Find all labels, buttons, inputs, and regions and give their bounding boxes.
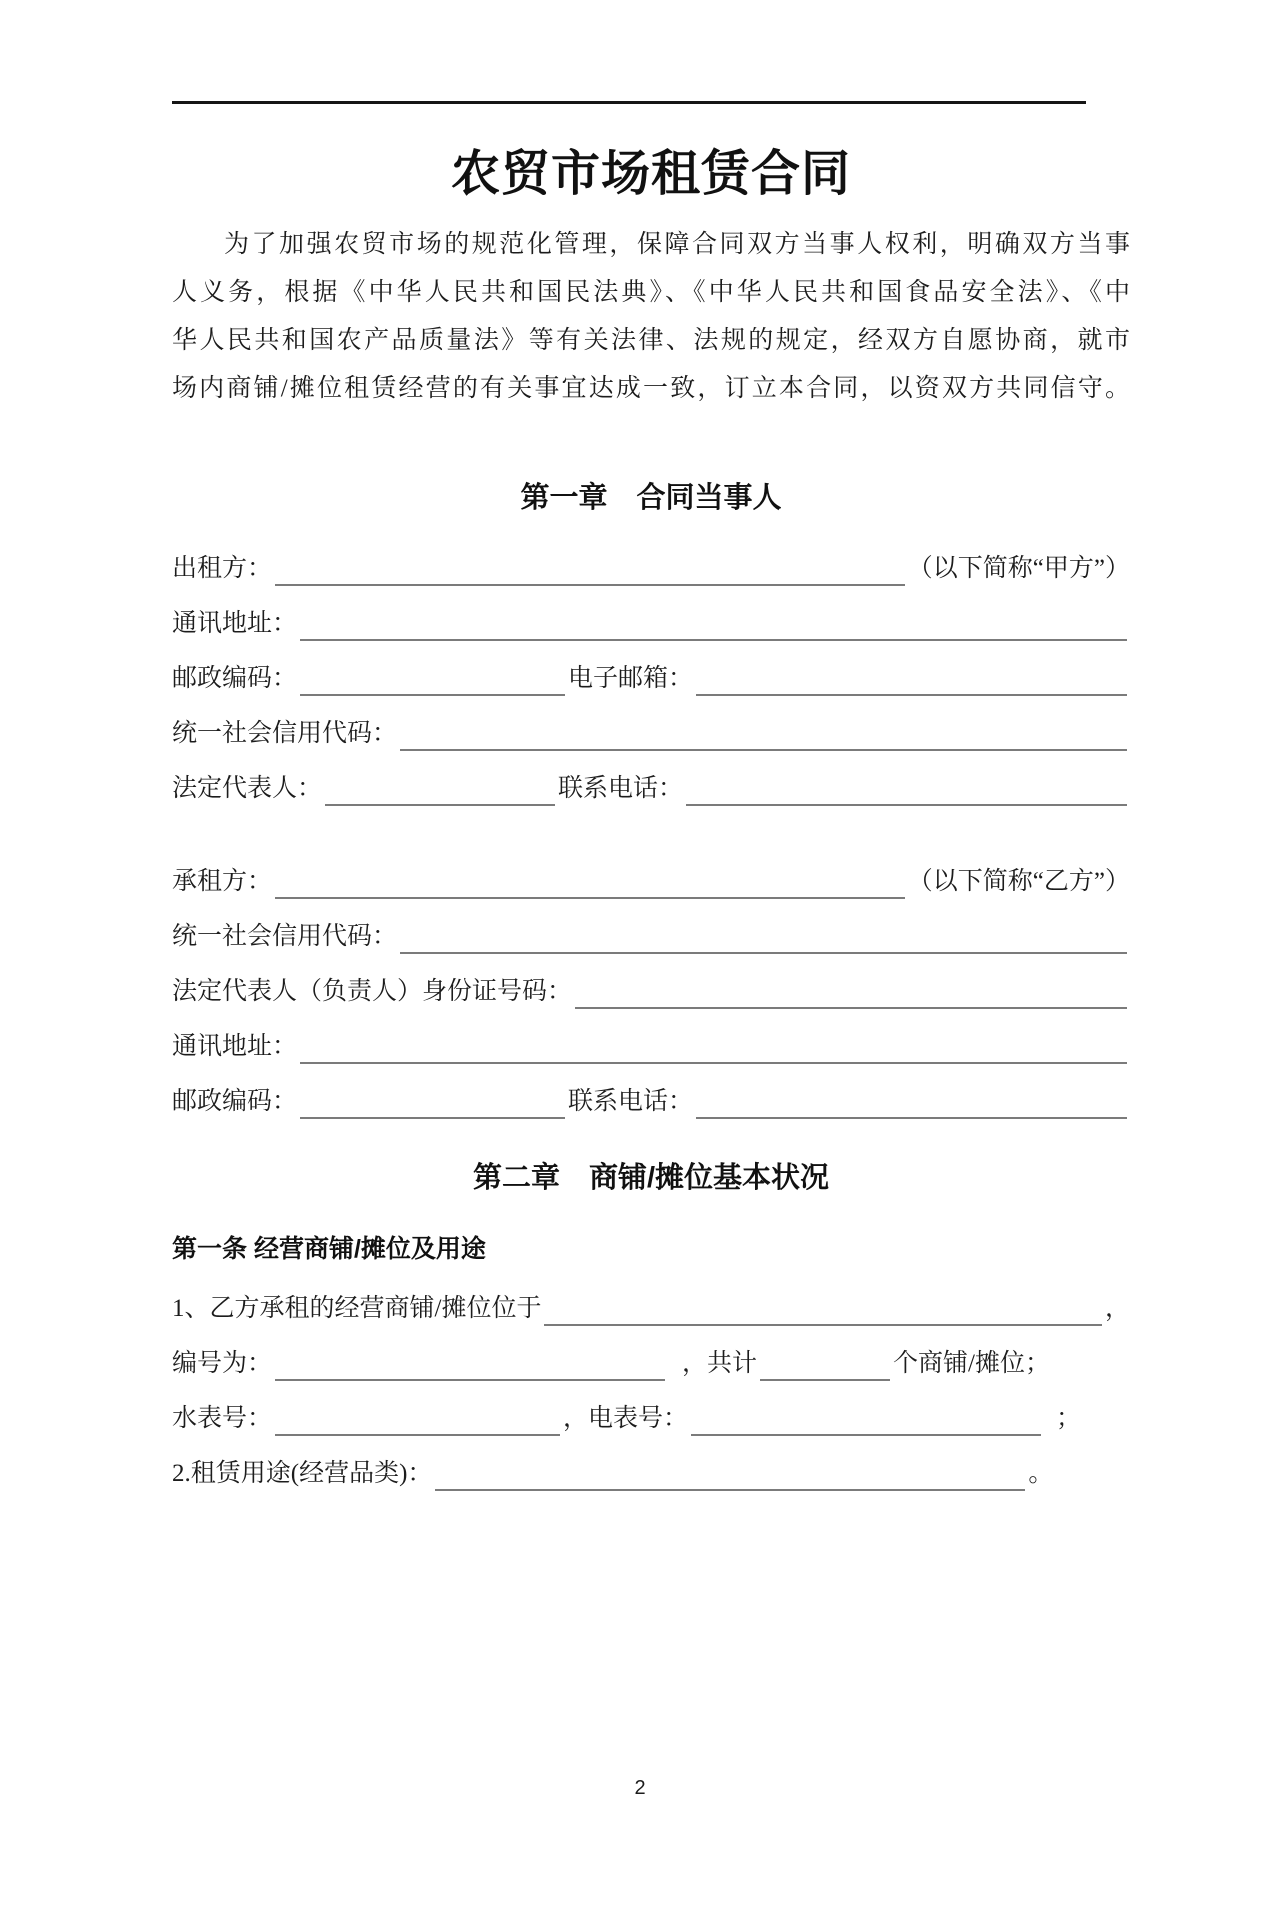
phone-label: 联系电话： [558,775,684,802]
address-blank[interactable] [300,1035,1127,1064]
lease-purpose-period: 。 [1028,1460,1054,1487]
uscc-blank[interactable] [400,722,1127,751]
lease-purpose-blank[interactable] [435,1462,1025,1491]
water-meter-label: 水表号： [172,1405,273,1432]
chapter-2-heading: 第二章 商铺/摊位基本状况 [472,1162,830,1194]
electric-meter-blank[interactable] [691,1407,1041,1436]
shop-total-label: ，共计 [682,1350,758,1377]
lessee-alias-suffix: （以下简称“乙方”） [907,868,1130,895]
field-row-lessor-rep-phone [172,772,1130,806]
field-row-lessee-postal-phone [172,1085,1130,1119]
page-title: 农贸市场租赁合同 [450,147,851,201]
header-rule [172,101,1086,104]
shop-number-blank[interactable] [275,1352,665,1381]
document-page [0,101,1280,1491]
page-number: 2 [634,1777,646,1799]
intro-line: 华人民共和国农产品质量法》等有关法律、法规的规定，经双方自愿协商，就市 [172,327,1130,354]
party-fields [172,552,1130,1119]
field-row-lessor-address [172,607,1130,641]
legal-rep-label: 法定代表人： [172,775,323,802]
electric-meter-label: ，电表号： [563,1405,689,1432]
intro-line: 为了加强农贸市场的规范化管理，保障合同双方当事人权利，明确双方当事 [224,231,1130,258]
shop-total-blank[interactable] [760,1352,890,1381]
uscc-label: 统一社会信用代码： [172,923,398,950]
lessee-label: 承租方： [172,868,273,895]
field-row-lessee-address [172,1030,1130,1064]
field-row-meters [172,1402,1130,1436]
field-row-lessor [172,552,1130,586]
address-label: 通讯地址： [172,1033,298,1060]
water-meter-blank[interactable] [275,1407,560,1436]
meters-semicolon: ； [1056,1405,1082,1432]
shop-location-label: 1、乙方承租的经营商铺/摊位位于 [172,1295,542,1322]
phone-blank[interactable] [686,777,1127,806]
chapter-1-heading: 第一章 合同当事人 [520,482,782,514]
postal-label: 邮政编码： [172,1088,298,1115]
shop-number-label: 编号为： [172,1350,273,1377]
postal-blank[interactable] [300,667,565,696]
id-number-blank[interactable] [575,980,1127,1009]
lessor-blank[interactable] [275,557,905,586]
intro-paragraph [172,221,1130,413]
id-number-label: 法定代表人（负责人）身份证号码： [172,978,573,1005]
email-blank[interactable] [696,667,1127,696]
uscc-label: 统一社会信用代码： [172,720,398,747]
phone-blank[interactable] [696,1090,1127,1119]
address-blank[interactable] [300,612,1127,641]
lessee-blank[interactable] [275,870,905,899]
article-1-heading: 第一条 经营商铺/摊位及用途 [172,1235,486,1263]
field-row-shop-location [172,1292,1130,1326]
lease-purpose-label: 2.租赁用途(经营品类)： [172,1460,433,1487]
field-row-lessee-id [172,975,1130,1009]
lessor-alias-suffix: （以下简称“甲方”） [907,555,1130,582]
postal-label: 邮政编码： [172,665,298,692]
shop-fields [172,1292,1130,1491]
postal-blank[interactable] [300,1090,565,1119]
uscc-blank[interactable] [400,925,1127,954]
field-row-shop-number [172,1347,1130,1381]
legal-rep-blank[interactable] [325,777,555,806]
address-label: 通讯地址： [172,610,298,637]
field-row-lessor-postal-email [172,662,1130,696]
field-row-lessee-uscc [172,920,1130,954]
shop-location-blank[interactable] [544,1297,1102,1326]
shop-total-suffix: 个商铺/摊位； [893,1350,1050,1377]
intro-line: 人义务，根据《中华人民共和国民法典》、《中华人民共和国食品安全法》、《中 [172,279,1130,306]
lessor-label: 出租方： [172,555,273,582]
field-row-lease-purpose [172,1457,1130,1491]
phone-label: 联系电话： [568,1088,694,1115]
intro-line: 场内商铺/摊位租赁经营的有关事宜达成一致，订立本合同，以资双方共同信守。 [172,375,1130,402]
shop-location-comma: ， [1104,1295,1130,1322]
field-row-lessor-uscc [172,717,1130,751]
email-label: 电子邮箱： [568,665,694,692]
field-row-lessee [172,865,1130,899]
